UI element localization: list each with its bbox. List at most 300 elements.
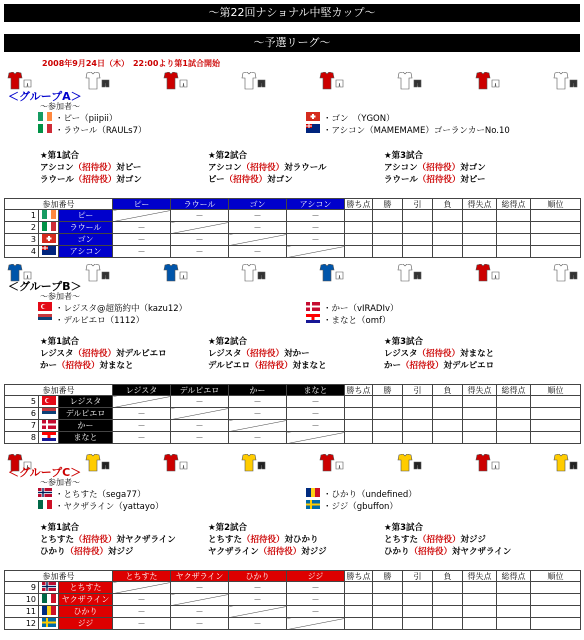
invite-label: （招待役） [241,349,285,359]
vs-label: 対 [301,547,310,557]
participants-label: ～参加者～ [40,102,80,111]
match-schedule [208,336,327,372]
participant-item [306,302,399,314]
kit-icon [162,454,188,474]
turkey-flag-icon [39,396,59,408]
result-cell: － [287,396,345,408]
stat-cell [345,246,373,258]
turkey-flag-icon [38,302,52,314]
stat-cell [373,234,403,246]
home-player: とちすた [384,535,419,545]
participant-name: ・デルピエロ（1112） [55,316,145,326]
col-goals-total: 総得点 [497,571,531,582]
table-row [5,606,581,618]
col-opponent: アシコン [287,199,345,210]
stat-cell [403,234,433,246]
stat-cell [345,234,373,246]
kit-row [6,264,578,284]
match-title: ★第3試合 [384,337,424,347]
stat-cell [345,222,373,234]
stat-cell [531,420,581,432]
participant-name: ・レジスタ@超筋約中（kazu12） [55,304,188,314]
self-cell [287,246,345,258]
result-cell: － [171,396,229,408]
stat-cell [497,606,531,618]
match-line [208,534,327,546]
kit-icon [552,454,578,474]
result-cell: － [287,582,345,594]
kit-icon [318,264,344,284]
kit-icon [84,264,110,284]
kit-icon [318,72,344,92]
result-cell: － [113,432,171,444]
result-cell: － [229,432,287,444]
home-player: デルピエロ [208,361,251,371]
participant-name: ・ゴン （YGON） [323,114,395,124]
result-cell: － [287,420,345,432]
away-player: デルピエロ [452,361,495,371]
col-goals-for: 得失点 [463,385,497,396]
self-cell [229,234,287,246]
table-row [5,408,581,420]
home-player: かー [40,361,58,371]
vs-label: 対 [292,361,302,371]
stat-cell [463,234,497,246]
table-row [5,582,581,594]
participant-number: 9 [5,582,39,594]
stat-cell [403,582,433,594]
invite-label: （招待役） [417,175,461,185]
col-loss: 負 [433,571,463,582]
col-loss: 負 [433,385,463,396]
vs-label: 対 [116,175,125,185]
stat-cell [497,618,531,630]
kit-icon [474,264,500,284]
vs-label: 対 [460,163,469,173]
stat-cell [463,408,497,420]
match-schedule [384,150,486,186]
home-player: とちすた [40,535,75,545]
home-player: アシコン [40,163,74,173]
stat-cell [403,420,433,432]
home-player: レジスタ [384,349,418,359]
col-opponent: まなと [287,385,345,396]
kit-row [6,72,578,92]
stat-cell [497,408,531,420]
col-win: 勝 [373,385,403,396]
col-opponent: ピー [113,199,171,210]
stat-cell [373,432,403,444]
match-schedule [384,336,494,372]
stat-cell [433,594,463,606]
self-cell [287,618,345,630]
stat-cell [531,618,581,630]
match-line [40,348,167,360]
kit-icon [240,454,266,474]
stat-cell [531,582,581,594]
result-cell: － [229,222,287,234]
table-header-row [5,571,581,582]
participant-number: 12 [5,618,39,630]
away-player: まなと [108,361,134,371]
result-cell: － [287,606,345,618]
row-player-name: レジスタ [59,396,113,408]
stat-cell [463,606,497,618]
serbia-flag-icon [39,408,59,420]
serbia-flag-icon [38,314,52,326]
match-title: ★第3試合 [384,151,424,161]
col-rank: 順位 [531,385,581,396]
croatia-flag-icon [306,314,320,326]
participant-number: 3 [5,234,39,246]
col-number: 参加番号 [5,199,113,210]
participant-name: ・ひかり（undefined） [323,490,417,500]
vs-label: 対 [443,361,453,371]
col-opponent: ひかり [229,571,287,582]
invite-label: （招待役） [73,163,117,173]
invite-label: （招待役） [417,349,461,359]
home-player: ひかり [40,547,66,557]
participant-item [38,314,144,326]
stat-cell [463,618,497,630]
participant-name: ・まなと（omf） [323,316,391,326]
denmark-flag-icon [306,302,320,314]
standings-table [4,570,581,630]
romania-flag-icon [306,488,320,500]
stat-cell [531,396,581,408]
kit-icon [396,454,422,474]
stat-cell [463,396,497,408]
home-player: レジスタ [40,349,74,359]
vs-label: 対 [284,535,294,545]
home-player: ラウール [384,175,418,185]
stat-cell [463,432,497,444]
stat-cell [497,210,531,222]
invite-label: （招待役） [73,175,117,185]
match-line [40,546,176,558]
kit-icon [396,264,422,284]
croatia-flag-icon [39,432,59,444]
participant-item [38,124,147,136]
participant-item [306,112,395,124]
match-line [208,162,327,174]
result-cell: － [171,246,229,258]
col-draw: 引 [403,571,433,582]
kit-icon [84,72,110,92]
stat-cell [531,246,581,258]
stat-cell [345,582,373,594]
participant-name: ・ヤクザライン（yattayo） [55,502,164,512]
stat-cell [433,582,463,594]
match-title: ★第1試合 [40,151,80,161]
stat-cell [373,246,403,258]
italy-flag-icon [38,124,52,136]
vs-label: 対 [460,175,469,185]
stat-cell [373,594,403,606]
invite-label: （招待役） [73,349,117,359]
match-line [208,360,327,372]
invite-label: （招待役） [409,547,453,557]
match-line [40,174,142,186]
stat-cell [463,246,497,258]
result-cell: － [229,246,287,258]
invite-label: （招待役） [418,535,461,545]
table-header-row [5,199,581,210]
result-cell: － [171,432,229,444]
col-opponent: ゴン [229,199,287,210]
match-line [384,546,511,558]
col-draw: 引 [403,199,433,210]
result-cell: － [171,618,229,630]
col-opponent: ヤクザライン [171,571,229,582]
result-cell: － [229,210,287,222]
self-cell [113,396,171,408]
match-schedule [208,150,327,186]
stat-cell [373,408,403,420]
stat-cell [373,222,403,234]
self-cell [171,222,229,234]
stat-cell [497,582,531,594]
participant-name: ・アシコン（MAMEMAME）ゴーランカーNo.10 [323,126,510,136]
result-cell: － [113,408,171,420]
match-title: ★第2試合 [208,523,248,533]
mexico-flag-icon [38,500,52,512]
stat-cell [497,222,531,234]
kit-icon [240,72,266,92]
col-loss: 負 [433,199,463,210]
stat-cell [345,594,373,606]
invite-label: （招待役） [258,547,302,557]
table-row [5,222,581,234]
stat-cell [373,618,403,630]
col-number: 参加番号 [5,571,113,582]
participant-name: ・とちすた（sega77） [55,490,146,500]
invite-label: （招待役） [250,361,293,371]
table-row [5,432,581,444]
stat-cell [497,234,531,246]
denmark-flag-icon [39,420,59,432]
invite-label: （招待役） [224,175,268,185]
stat-cell [531,594,581,606]
stat-cell [433,606,463,618]
result-cell: － [287,210,345,222]
home-player: ピー [208,175,225,185]
row-player-name: ヤクザライン [59,594,113,606]
participant-item [306,124,510,136]
kit-icon [474,72,500,92]
table-row [5,246,581,258]
norway-flag-icon [39,582,59,594]
table-header-row [5,385,581,396]
row-player-name: ひかり [59,606,113,618]
result-cell: － [113,618,171,630]
stat-cell [345,618,373,630]
participants-label: ～参加者～ [40,292,80,301]
participant-number: 11 [5,606,39,618]
stat-cell [403,594,433,606]
ireland-flag-icon [38,112,52,124]
stat-cell [433,432,463,444]
stat-cell [433,246,463,258]
invite-label: （招待役） [241,163,285,173]
stat-cell [345,210,373,222]
match-title: ★第2試合 [208,337,248,347]
participant-item [38,488,146,500]
row-player-name: とちすた [59,582,113,594]
stat-cell [433,210,463,222]
result-cell: － [229,396,287,408]
match-schedule [40,522,176,558]
home-player: ヤクザライン [208,547,259,557]
away-player: ピー [124,163,142,173]
group-title: ＜グループA＞ [8,90,82,103]
invite-label: （招待役） [74,535,117,545]
participant-name: ・ラウール（RAULs7） [55,126,147,136]
stat-cell [403,246,433,258]
result-cell: － [113,222,171,234]
match-line [40,162,142,174]
stat-cell [433,222,463,234]
stat-cell [403,606,433,618]
stat-cell [497,246,531,258]
away-player: ジジ [309,547,327,557]
vs-label: 対 [267,175,276,185]
away-player: まなと [301,361,327,371]
italy-flag-icon [39,222,59,234]
stat-cell [433,420,463,432]
participants-label: ～参加者～ [40,478,80,487]
stat-cell [433,618,463,630]
stat-cell [531,408,581,420]
col-opponent: ラウール [171,199,229,210]
kit-icon [552,264,578,284]
col-opponent: とちすた [113,571,171,582]
result-cell: － [171,606,229,618]
col-points: 勝ち点 [346,385,371,395]
participant-name: ・かー（vIRADIv） [323,304,399,314]
match-schedule [40,336,167,372]
match-title: ★第1試合 [40,337,80,347]
stat-cell [433,408,463,420]
invite-label: （招待役） [242,535,285,545]
result-cell: － [229,408,287,420]
stat-cell [373,582,403,594]
away-player: ピー [468,175,486,185]
invite-label: （招待役） [401,361,444,371]
result-cell: － [229,582,287,594]
match-line [208,348,327,360]
stat-cell [373,606,403,618]
away-player: ヤクザライン [125,535,176,545]
away-player: ラウール [292,163,327,173]
row-player-name: アシコン [59,246,113,258]
stat-cell [497,396,531,408]
self-cell [229,606,287,618]
stat-cell [403,408,433,420]
result-cell: － [113,594,171,606]
col-draw: 引 [403,385,433,396]
match-line [384,360,494,372]
kit-row [6,454,578,474]
stat-cell [345,396,373,408]
switzerland-flag-icon [306,112,320,124]
stat-cell [345,432,373,444]
row-player-name: ゴン [59,234,113,246]
stat-cell [497,432,531,444]
self-cell [113,582,171,594]
switzerland-flag-icon [39,234,59,246]
kit-icon [318,454,344,474]
result-cell: － [171,420,229,432]
away-player: ヤクザライン [460,547,512,557]
result-cell: － [171,210,229,222]
result-cell: － [113,234,171,246]
page-title: ～第22回ナショナル中堅カップ～ [4,4,580,22]
away-player: ゴン [124,175,142,185]
match-line [384,162,486,174]
result-cell: － [287,594,345,606]
match-line [40,534,176,546]
stat-cell [531,222,581,234]
self-cell [171,408,229,420]
table-row [5,234,581,246]
kit-icon [240,264,266,284]
self-cell [229,420,287,432]
stat-cell [531,432,581,444]
participant-item [38,500,164,512]
stat-cell [433,234,463,246]
stat-cell [463,210,497,222]
home-player: かー [384,361,402,371]
match-line [384,348,494,360]
participant-item [38,112,117,124]
participant-number: 2 [5,222,39,234]
away-player: かー [292,349,310,359]
australia-flag-icon [306,124,320,136]
home-player: とちすた [208,535,243,545]
participant-number: 8 [5,432,39,444]
stat-cell [373,420,403,432]
match-schedule [40,150,142,186]
col-opponent: レジスタ [113,385,171,396]
stat-cell [463,420,497,432]
home-player: アシコン [384,163,418,173]
col-points: 勝ち点 [346,199,371,209]
away-player: ジジ [116,547,134,557]
match-line [384,534,511,546]
kit-icon [474,454,500,474]
result-cell: － [113,246,171,258]
match-schedule [208,522,327,558]
vs-label: 対 [116,535,126,545]
col-opponent: ジジ [287,571,345,582]
col-goals-for: 得失点 [463,199,497,210]
mexico-flag-icon [39,594,59,606]
invite-label: （招待役） [417,163,461,173]
home-player: ラウール [40,175,74,185]
standings-table [4,198,581,258]
col-goals-for: 得失点 [463,571,497,582]
stat-cell [403,432,433,444]
ireland-flag-icon [39,210,59,222]
match-title: ★第2試合 [208,151,248,161]
home-player: ひかり [384,547,410,557]
vs-label: 対 [116,163,125,173]
row-player-name: ラウール [59,222,113,234]
participant-item [306,314,390,326]
match-title: ★第3試合 [384,523,424,533]
stat-cell [531,234,581,246]
